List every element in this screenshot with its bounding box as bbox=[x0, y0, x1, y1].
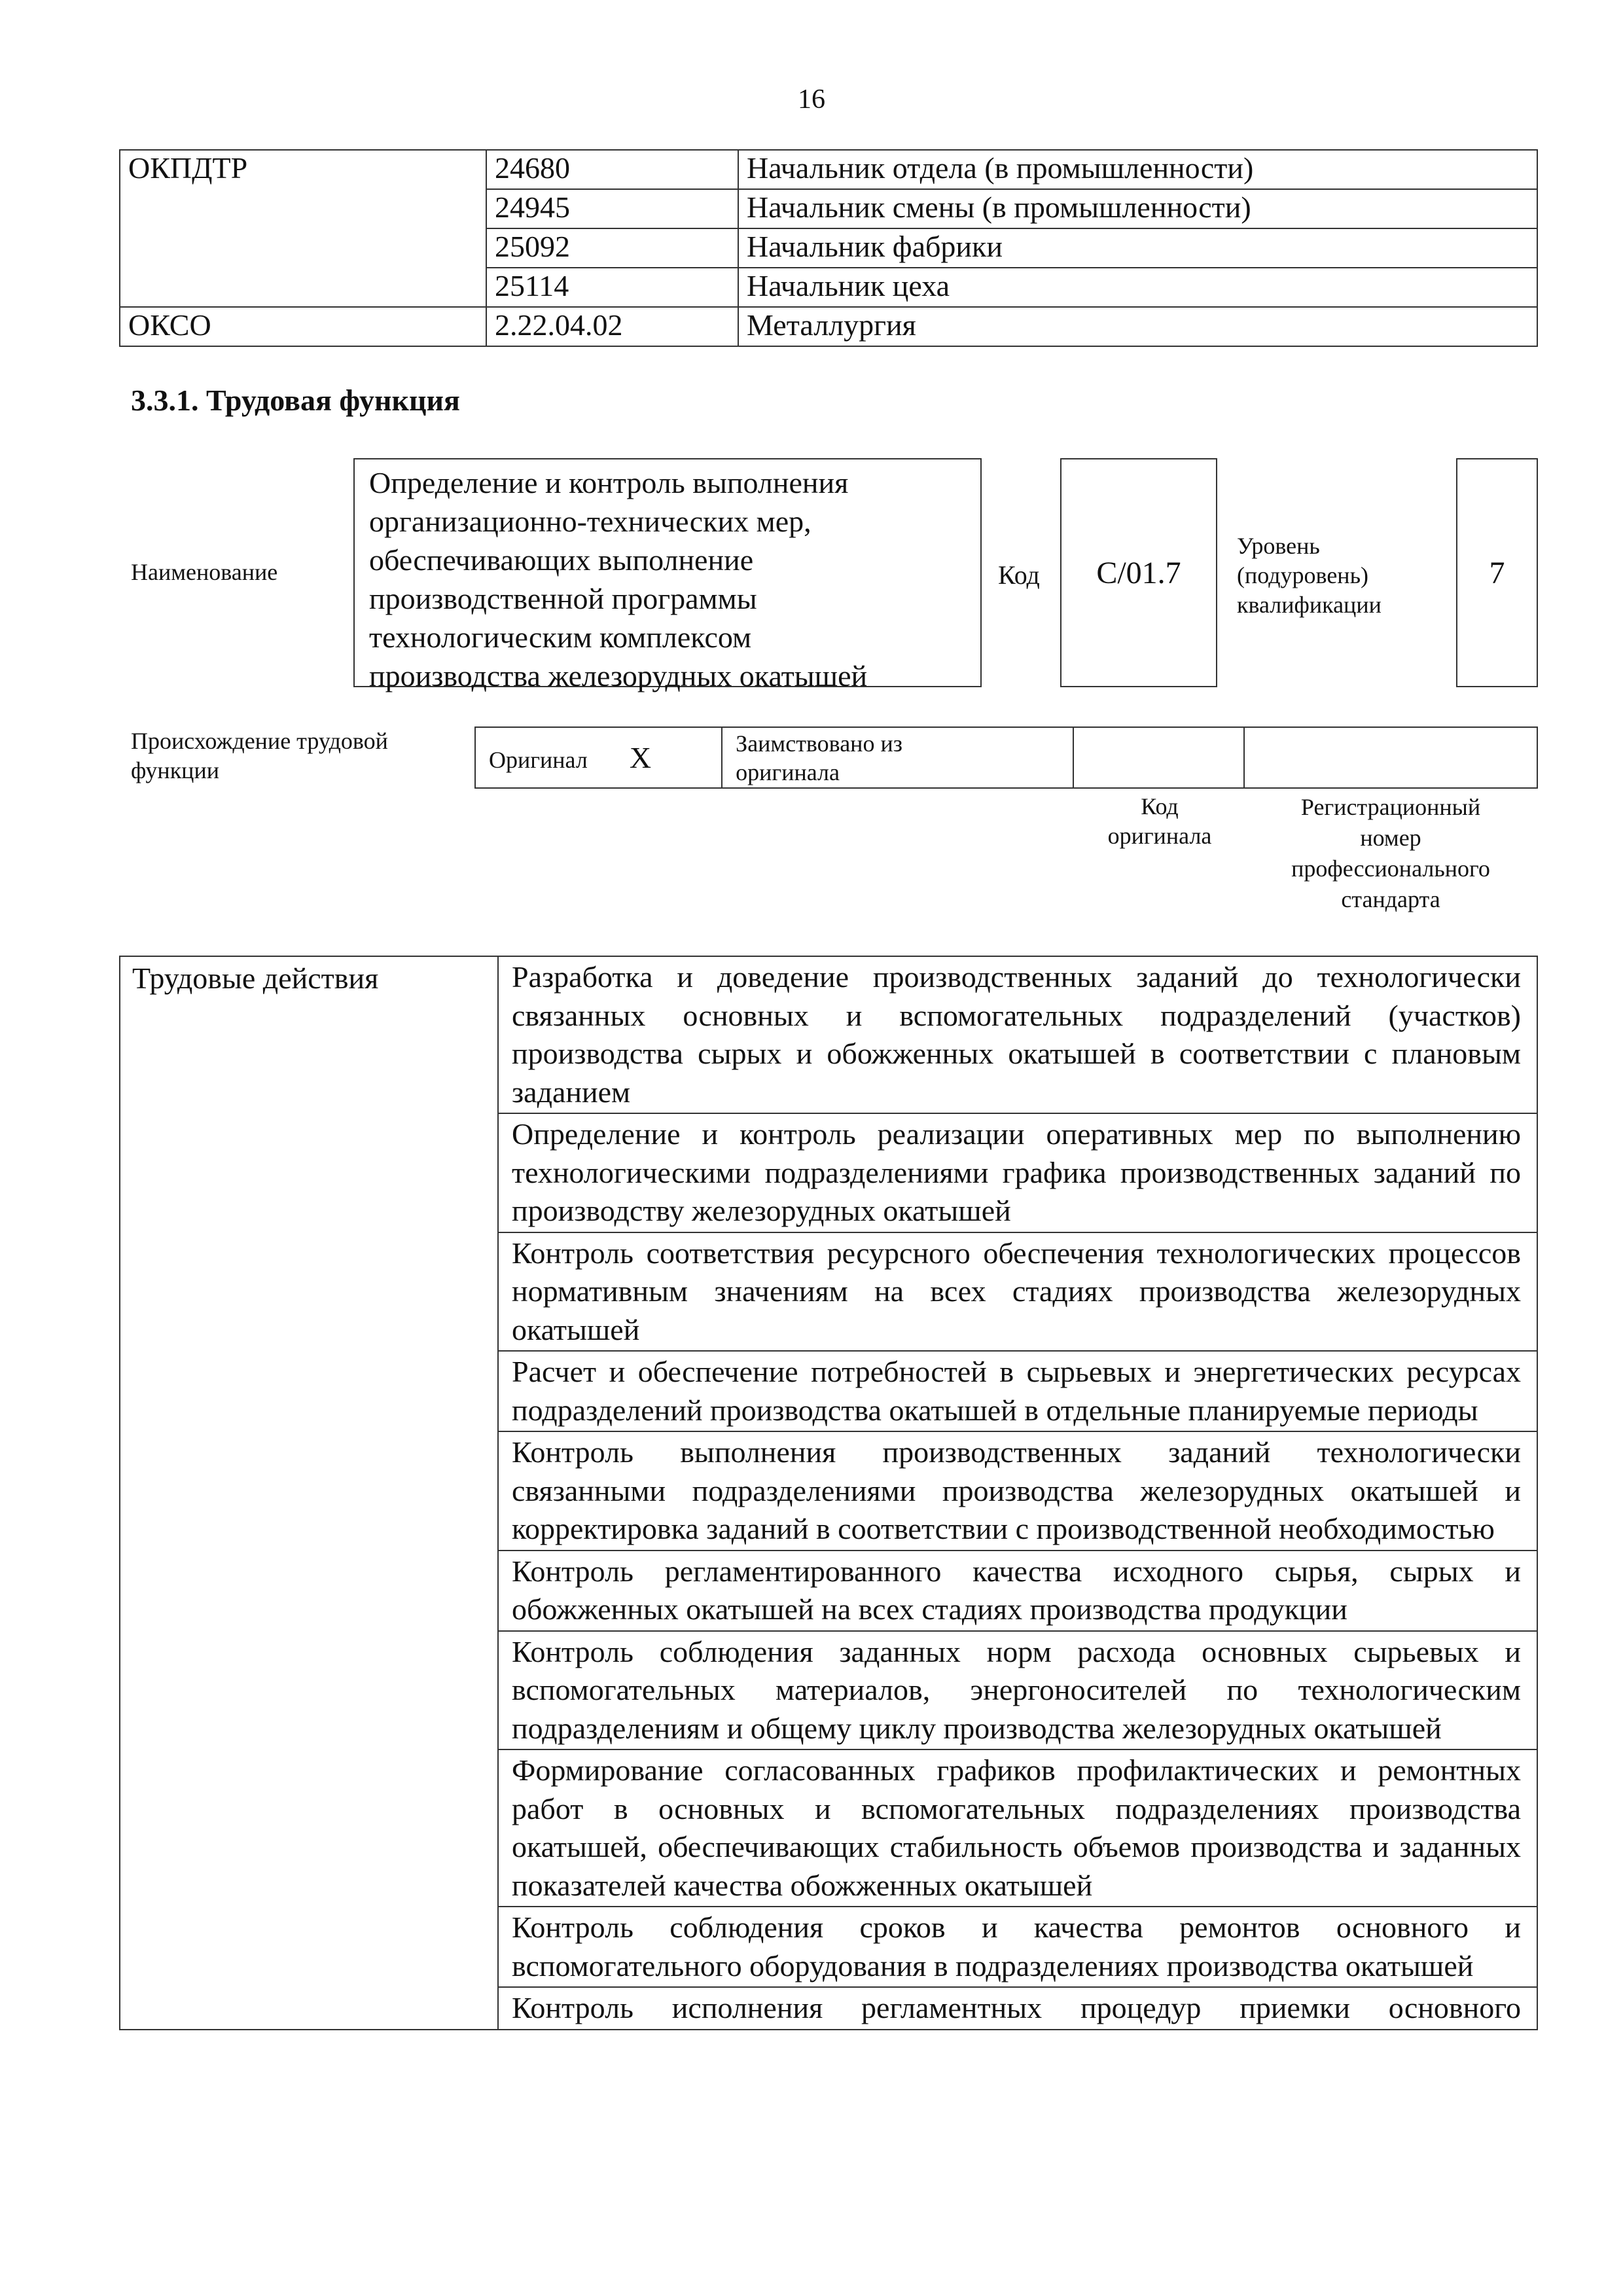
code-cell: 2.22.04.02 bbox=[486, 307, 738, 346]
classifier-codes-table bbox=[119, 149, 1538, 347]
original-label: Оригинал bbox=[489, 747, 588, 773]
qualification-level-value: 7 bbox=[1489, 555, 1505, 590]
action-item: Контроль исполнения регламентных процедур приемки основного bbox=[498, 1987, 1537, 2030]
function-name-line: технологическим комплексом bbox=[369, 620, 752, 654]
function-name-line: Определение и контроль выполнения bbox=[369, 466, 849, 499]
section-title: 3.3.1. Трудовая функция bbox=[131, 384, 460, 417]
table-row bbox=[475, 727, 1537, 788]
table-row bbox=[120, 307, 1537, 346]
action-item: Формирование согласованных графиков профилактических и ремонтных работ в основных и вспомогательных подразделениях производства окатышей, обеспечивающих стабильность объемов производства и заданных показателей качества обожженных окатышей bbox=[498, 1749, 1537, 1907]
code-caption bbox=[1074, 792, 1245, 851]
original-code-cell bbox=[1073, 727, 1244, 788]
reg-caption-line: Регистрационный bbox=[1300, 794, 1481, 820]
level-label-line: квалификации bbox=[1237, 592, 1382, 618]
name-cell: Металлургия bbox=[738, 307, 1537, 346]
labour-actions-table bbox=[119, 956, 1538, 2030]
action-item: Контроль соблюдения сроков и качества ремонтов основного и вспомогательного оборудования в подразделениях производства окатышей bbox=[498, 1907, 1537, 1987]
code-caption-line: оригинала bbox=[1107, 823, 1212, 849]
name-cell: Начальник отдела (в промышленности) bbox=[738, 150, 1537, 189]
borrowed-label-line: Заимствовано из bbox=[736, 730, 902, 757]
original-mark: Х bbox=[629, 741, 652, 774]
borrowed-cell bbox=[722, 727, 1073, 788]
level-label bbox=[1237, 531, 1382, 620]
function-name-line: производственной программы bbox=[369, 582, 757, 615]
function-name-box bbox=[353, 458, 982, 692]
origin-table bbox=[474, 726, 1538, 789]
function-name-line: обеспечивающих выполнение bbox=[369, 543, 754, 577]
reg-caption-line: номер bbox=[1360, 825, 1421, 851]
classifier-okpdtr: ОКПДТР bbox=[120, 150, 486, 307]
function-code-box bbox=[1060, 458, 1217, 687]
action-item: Контроль регламентированного качества исходного сырья, сырых и обожженных окатышей на всех стадиях производства продукции bbox=[498, 1551, 1537, 1631]
qualification-level-box bbox=[1456, 458, 1538, 687]
action-item: Контроль соответствия ресурсного обеспечения технологических процессов нормативным значениям на всех стадиях производства железорудных окатышей bbox=[498, 1232, 1537, 1352]
function-name-line: организационно-технических мер, bbox=[369, 505, 812, 538]
code-caption-line: Код bbox=[1141, 793, 1179, 819]
code-cell: 25114 bbox=[486, 268, 738, 307]
actions-label: Трудовые действия bbox=[120, 956, 498, 2030]
origin-label-line: Происхождение трудовой bbox=[131, 728, 388, 754]
function-name-line: производства железорудных окатышей bbox=[369, 659, 868, 692]
registration-number-cell bbox=[1244, 727, 1537, 788]
reg-caption-line: профессионального bbox=[1291, 855, 1490, 882]
action-item: Расчет и обеспечение потребностей в сырьевых и энергетических ресурсах подразделений производства окатышей в отдельные планируемые периоды bbox=[498, 1351, 1537, 1431]
name-cell: Начальник цеха bbox=[738, 268, 1537, 307]
table-row bbox=[120, 956, 1537, 1113]
borrowed-label-line: оригинала bbox=[736, 759, 840, 785]
origin-label-line: функции bbox=[131, 757, 219, 783]
level-label-line: Уровень bbox=[1237, 533, 1320, 559]
origin-label bbox=[131, 726, 388, 785]
name-label: Наименование bbox=[131, 559, 278, 585]
code-cell: 24680 bbox=[486, 150, 738, 189]
reg-caption-line: стандарта bbox=[1341, 886, 1440, 912]
action-item: Разработка и доведение производственных заданий до технологически связанных основных и вспомогательных подразделений (участков) производства сырых и обожженных окатышей в соответствии с плановым заданием bbox=[498, 956, 1537, 1113]
name-cell: Начальник смены (в промышленности) bbox=[738, 189, 1537, 228]
code-cell: 25092 bbox=[486, 228, 738, 268]
code-cell: 24945 bbox=[486, 189, 738, 228]
code-label: Код bbox=[998, 560, 1040, 590]
classifier-okso: ОКСО bbox=[120, 307, 486, 346]
function-code-value: С/01.7 bbox=[1096, 555, 1181, 590]
table-row bbox=[120, 150, 1537, 189]
action-item: Определение и контроль реализации оперативных мер по выполнению технологическими подразделениями графика производственных заданий по производству железорудных окатышей bbox=[498, 1113, 1537, 1232]
registration-caption bbox=[1243, 792, 1538, 915]
action-item: Контроль выполнения производственных заданий технологически связанными подразделениями производства железорудных окатышей и корректировка заданий в соответствии с производственной необходимостью bbox=[498, 1431, 1537, 1551]
original-cell bbox=[475, 727, 722, 788]
action-item: Контроль соблюдения заданных норм расхода основных сырьевых и вспомогательных материалов, энергоносителей по технологическим подразделениям и общему циклу производства железорудных окатышей bbox=[498, 1631, 1537, 1750]
level-label-line: (подуровень) bbox=[1237, 562, 1368, 588]
name-cell: Начальник фабрики bbox=[738, 228, 1537, 268]
page-number: 16 bbox=[798, 84, 825, 115]
